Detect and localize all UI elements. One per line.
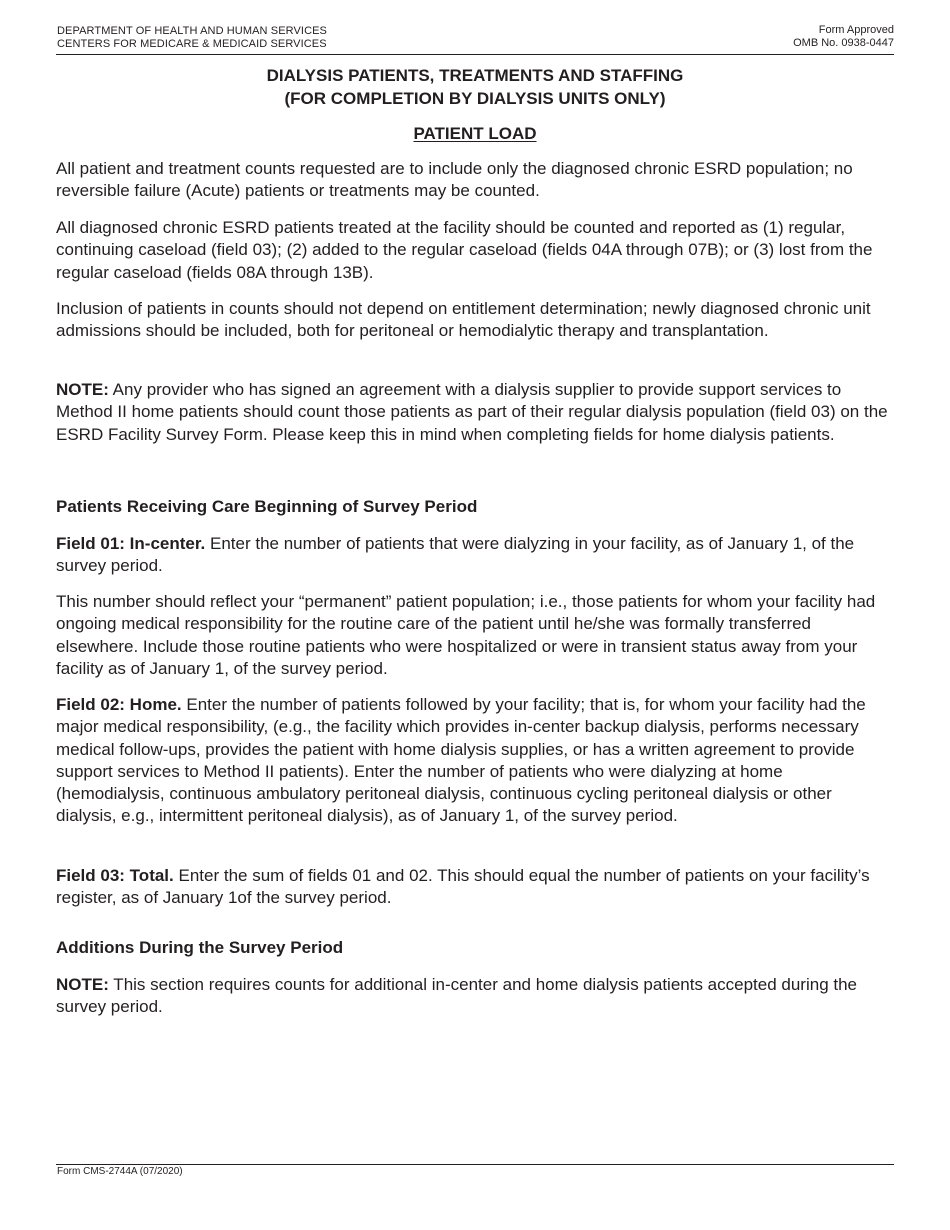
field-01-paragraph — [56, 533, 896, 578]
intro-paragraph-3: Inclusion of patients in counts should not depend on entitlement determination; newly diagnosed chronic unit admissions should be included, both for peritoneal or hemodialytic therapy and transplantation. — [56, 299, 871, 341]
department-name: DEPARTMENT OF HEALTH AND HUMAN SERVICES — [57, 25, 327, 37]
additions-note-text: This section requires counts for additional in-center and home dialysis patients accepted during the survey period. — [56, 975, 858, 1017]
agency-name: CENTERS FOR MEDICARE & MEDICAID SERVICES — [57, 38, 327, 50]
intro-paragraph-1: All patient and treatment counts requested are to include only the diagnosed chronic ESRD population; no reversible failure (Acute) patients or treatments may be counted. — [56, 159, 853, 201]
form-approved-label: Form Approved — [818, 24, 894, 36]
section-title: PATIENT LOAD — [413, 124, 537, 143]
section-heading-additions: Additions During the Survey Period — [56, 938, 344, 957]
field-01-label: Field 01: In-center. — [56, 534, 206, 553]
form-number: Form CMS-2744A (07/2020) — [57, 1166, 183, 1177]
field-01-detail: This number should reflect your “permanent” patient population; i.e., those patients for whom your facility had ongoing medical responsibility for the routine care of the patient until he/she was formally transferred elsewhere. Include those routine patients who were hospitalized or were in transient status away from your facility as of January 1, of the survey period. — [56, 592, 876, 678]
header-divider — [56, 54, 894, 55]
note-label: NOTE: — [56, 380, 109, 399]
title-line-2: (FOR COMPLETION BY DIALYSIS UNITS ONLY) — [284, 88, 666, 108]
omb-approval — [793, 24, 894, 50]
document-title — [0, 65, 950, 110]
additions-note-label: NOTE: — [56, 975, 109, 994]
note-text: Any provider who has signed an agreement with a dialysis supplier to provide support services to Method II home patients should count those patients as part of their regular dialysis population (field 03) on the ESRD Facility Survey Form. Please keep this in mind when completing fields for home dialysis patients. — [56, 380, 888, 444]
agency-header — [57, 25, 327, 51]
section-heading-beginning: Patients Receiving Care Beginning of Survey Period — [56, 497, 478, 516]
footer-divider — [56, 1164, 894, 1165]
field-02-label: Field 02: Home. — [56, 695, 182, 714]
field-02-paragraph — [56, 694, 896, 828]
intro-paragraph-2: All diagnosed chronic ESRD patients treated at the facility should be counted and reported as (1) regular, continuing caseload (field 03); (2) added to the regular caseload (fields 04A through 07B); or (3) lost from the regular caseload (fields 08A through 13B). — [56, 218, 873, 282]
field-03-paragraph — [56, 865, 896, 910]
field-01-text: Enter the number of patients that were dialyzing in your facility, as of January 1, of the survey period. — [56, 534, 855, 576]
field-03-label: Field 03: Total. — [56, 866, 174, 885]
additions-note — [56, 974, 896, 1019]
intro-note — [56, 379, 896, 446]
omb-number: OMB No. 0938-0447 — [793, 37, 894, 49]
field-02-text: Enter the number of patients followed by your facility; that is, for whom your facility had the major medical responsibility, (e.g., the facility which provides in-center backup dialysis, performs necessary medical follow-ups, provides the patient with home dialysis supplies, or has a written agreement to provide support services to Method II patients). Enter the number of patients who were dialyzing at home (hemodialysis, continuous ambulatory peritoneal dialysis, continuous cycling peritoneal dialysis or other dialysis, e.g., intermittent peritoneal dialysis), as of January 1, of the survey period. — [56, 695, 866, 826]
field-03-text: Enter the sum of fields 01 and 02. This should equal the number of patients on your facility’s register, as of January 1of the survey period. — [56, 866, 870, 908]
title-line-1: DIALYSIS PATIENTS, TREATMENTS AND STAFFING — [266, 66, 684, 85]
